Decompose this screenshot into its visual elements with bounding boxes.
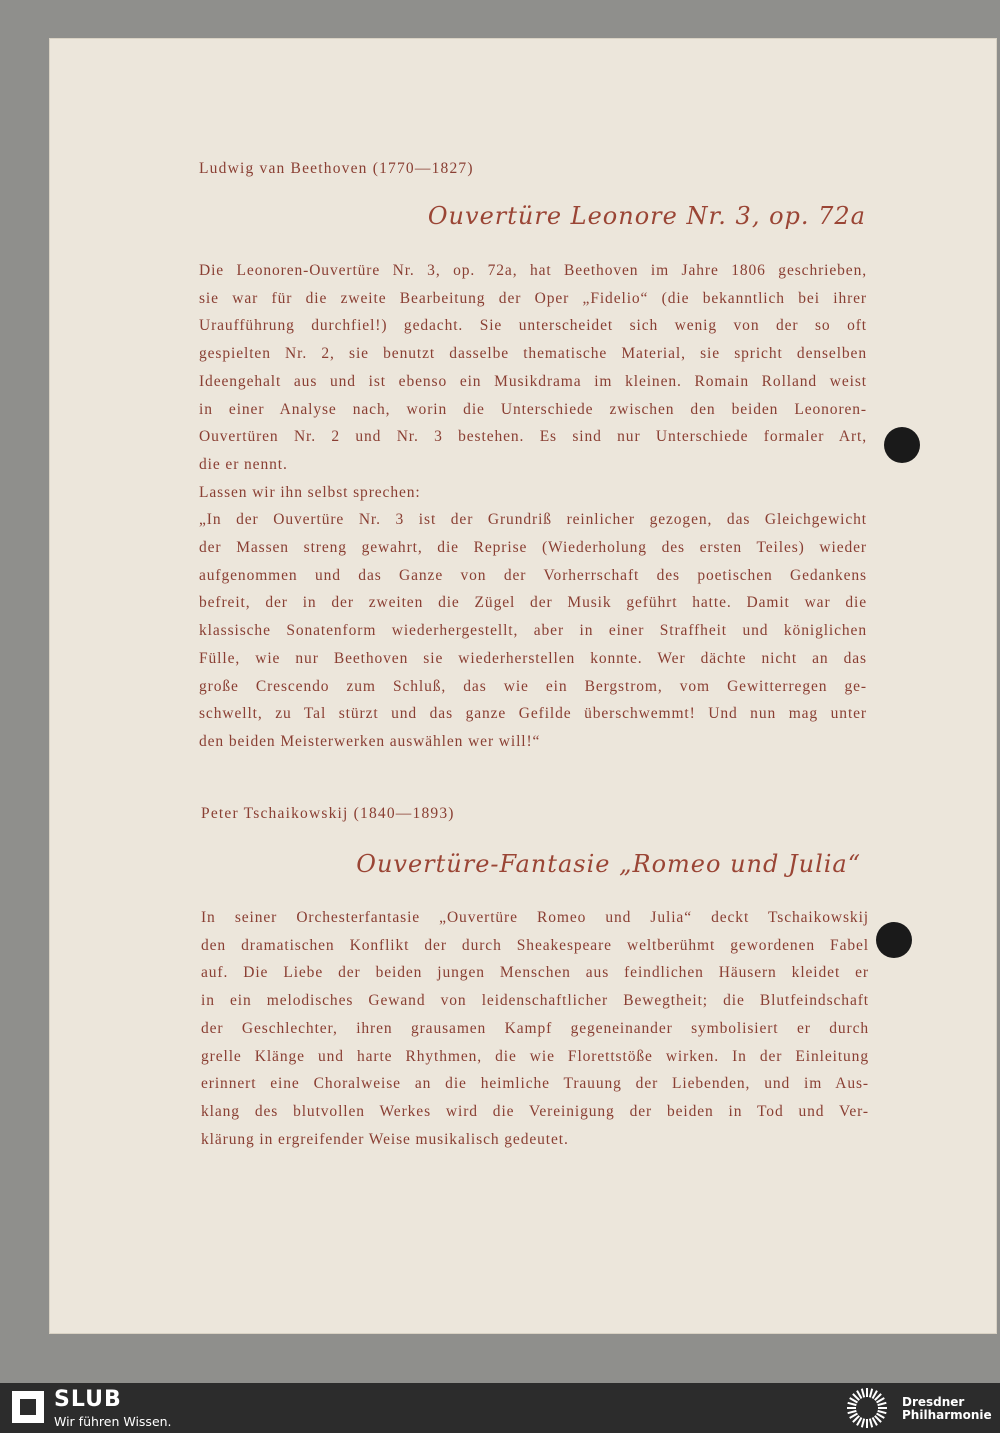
text-line: schwellt, zu Tal stürzt und das ganze Gefilde überschwemmt! Und nun mag unter xyxy=(199,705,867,723)
sun-ray xyxy=(848,1411,857,1413)
text-line: die er nennt. xyxy=(199,455,288,473)
text-line: Ouvertüren Nr. 2 und Nr. 3 bestehen. Es sind nur Unterschiede formaler Art, xyxy=(199,428,867,446)
text-line: Fülle, wie nur Beethoven sie wiederherstellen konnte. Wer dächte nicht an das xyxy=(199,649,867,667)
sun-ray xyxy=(878,1411,887,1413)
slub-tagline: Wir führen Wissen. xyxy=(54,1414,172,1429)
punch-hole-upper xyxy=(884,427,920,463)
text-line: erinnert eine Choralweise an die heimliche Trauung der Liebenden, und im Aus- xyxy=(201,1075,869,1093)
text-line: sie war für die zweite Bearbeitung der Oper „Fidelio“ (die bekanntlich bei ihrer xyxy=(199,289,867,307)
text-line: klärung in ergreifender Weise musikalisch gedeutet. xyxy=(201,1130,569,1148)
text-line: Uraufführung durchfiel!) gedacht. Sie unterscheidet sich wenig von der so oft xyxy=(199,317,867,335)
document-page xyxy=(49,38,997,1334)
composer-heading-beethoven: Ludwig van Beethoven (1770—1827) xyxy=(199,160,474,177)
text-line: befreit, der in der zweiten die Zügel der Musik geführt hatte. Damit war die xyxy=(199,594,867,612)
sun-ray xyxy=(870,1419,872,1428)
text-line: klassische Sonatenform wiederhergestellt, aber in einer Straffheit und königlichen xyxy=(199,622,867,640)
composer-heading-tschaikowskij: Peter Tschaikowskij (1840—1893) xyxy=(201,805,455,822)
text-line: Ideengehalt aus und ist ebenso ein Musikdrama im kleinen. Romain Rolland weist xyxy=(199,372,867,390)
text-line: den dramatischen Konflikt der durch Sheakespeare weltberühmt gewordenen Fabel xyxy=(201,936,869,954)
footer-bar xyxy=(0,1383,1000,1433)
paragraph-beethoven xyxy=(199,257,867,756)
partner-name[interactable] xyxy=(902,1396,992,1422)
text-line: „In der Ouvertüre Nr. 3 ist der Grundriß reinlicher gezogen, das Gleichgewicht xyxy=(199,511,867,529)
text-line: grelle Klänge und harte Rhythmen, die wie Florettstöße wirken. In der Einleitung xyxy=(201,1047,869,1065)
text-line: auf. Die Liebe der beiden jungen Menschen aus feindlichen Häusern kleidet er xyxy=(201,964,869,982)
sun-ray xyxy=(862,1389,864,1398)
slub-logo-icon[interactable] xyxy=(12,1391,44,1423)
sun-ray xyxy=(848,1403,857,1405)
text-line: aufgenommen und das Ganze von der Vorherrschaft des poetischen Gedankens xyxy=(199,566,867,584)
work-title-leonore: Ouvertüre Leonore Nr. 3, op. 72a xyxy=(427,202,866,230)
punch-hole-lower xyxy=(876,922,912,958)
text-line: in ein melodisches Gewand von leidenschaftlicher Bewegtheit; die Blutfeindschaft xyxy=(201,992,869,1010)
text-line: klang des blutvollen Werkes wird die Vereinigung der beiden in Tod und Ver- xyxy=(201,1102,869,1120)
text-line: der Massen streng gewahrt, die Reprise (Wiederholung des ersten Teiles) wieder xyxy=(199,539,867,557)
text-line: In seiner Orchesterfantasie „Ouvertüre Romeo und Julia“ deckt Tschaikowskij xyxy=(201,909,869,926)
sun-ray xyxy=(862,1419,864,1428)
paragraph-tschaikowskij xyxy=(201,904,869,1153)
partner-name-line1: Dresdner xyxy=(902,1395,965,1409)
text-line: Die Leonoren-Ouvertüre Nr. 3, op. 72a, hat Beethoven im Jahre 1806 geschrieben, xyxy=(199,262,867,279)
slub-name[interactable]: SLUB xyxy=(54,1387,122,1412)
sun-ray xyxy=(878,1403,887,1405)
text-line: den beiden Meisterwerken auswählen wer will!“ xyxy=(199,732,541,750)
text-line: Lassen wir ihn selbst sprechen: xyxy=(199,483,421,501)
text-line: der Geschlechter, ihren grausamen Kampf gegeneinander symbolisiert er durch xyxy=(201,1019,869,1037)
philharmonie-sun-logo-icon[interactable] xyxy=(842,1386,892,1430)
sun-ray xyxy=(870,1389,872,1398)
work-title-romeo: Ouvertüre-Fantasie „Romeo und Julia“ xyxy=(356,850,861,878)
text-line: gespielten Nr. 2, sie benutzt dasselbe thematische Material, sie spricht denselben xyxy=(199,345,867,363)
text-line: große Crescendo zum Schluß, das wie ein Bergstrom, vom Gewitterregen ge- xyxy=(199,677,867,695)
text-line: in einer Analyse nach, worin die Unterschiede zwischen den beiden Leonoren- xyxy=(199,400,867,418)
partner-name-line2: Philharmonie xyxy=(902,1408,992,1422)
